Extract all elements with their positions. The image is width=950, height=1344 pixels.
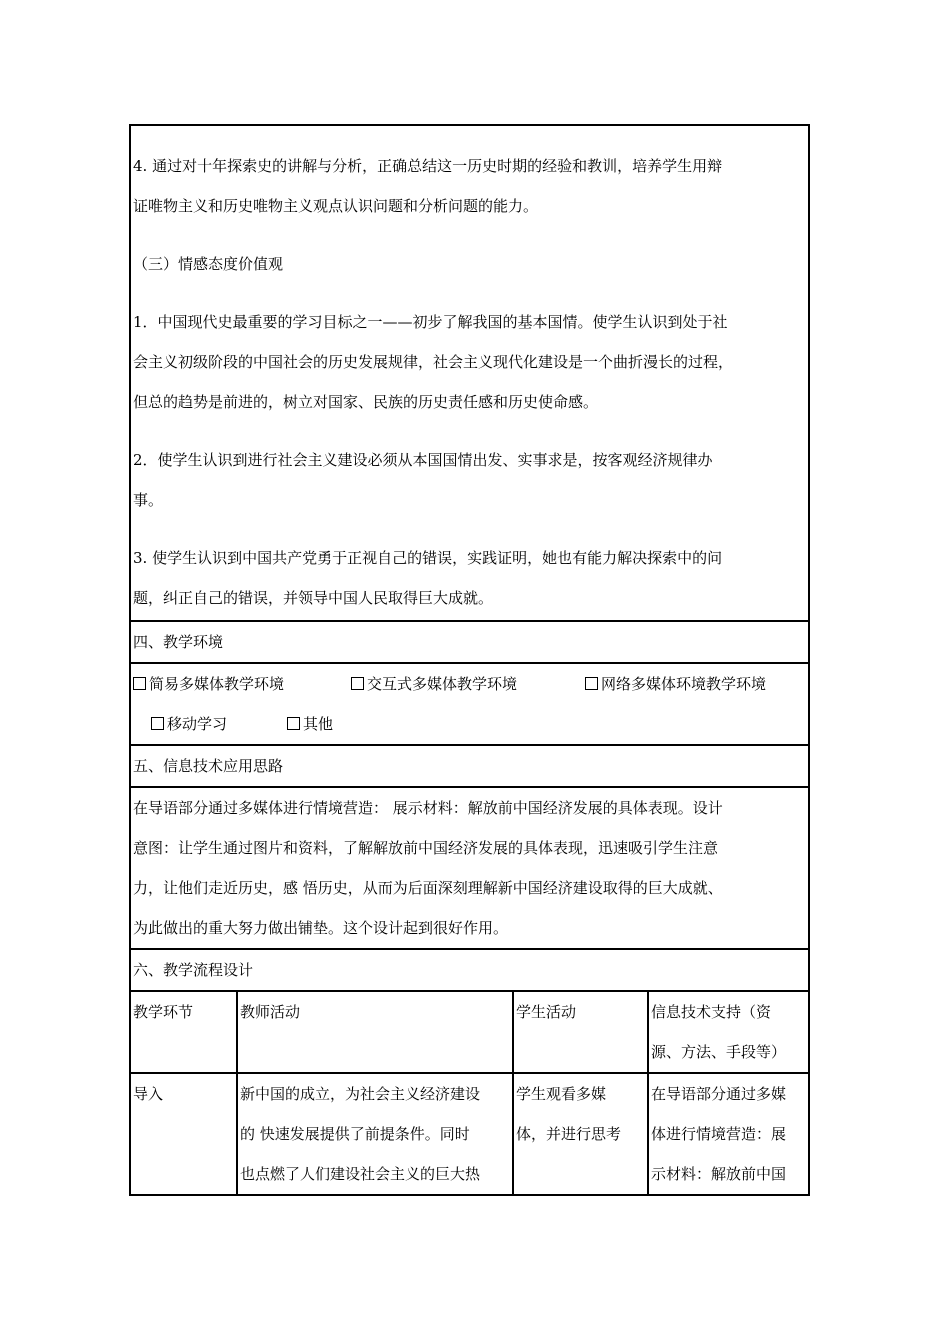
option-network-multimedia[interactable]: 网络多媒体环境教学环境: [585, 664, 766, 704]
checkbox-icon[interactable]: [151, 717, 164, 730]
teacher-line2: 的 快速发展提供了前提条件。同时: [240, 1125, 470, 1143]
flow-row-intro: [130, 1073, 809, 1195]
flow-title-row: [130, 949, 809, 991]
objectives-row: [130, 125, 809, 621]
tech-line3: 示材料：解放前中国: [651, 1165, 787, 1183]
header-student: 学生活动: [513, 991, 648, 1073]
tech-line1: 在导语部分通过多媒: [651, 1085, 787, 1103]
lesson-plan-table: [129, 124, 810, 1196]
item4-line2: 证唯物主义和历史唯物主义观点认识问题和分析问题的能力。: [133, 197, 539, 215]
environment-title-row: [130, 621, 809, 663]
item1-line2: 会主义初级阶段的中国社会的历史发展规律，社会主义现代化建设是一个曲折漫长的过程，: [133, 353, 734, 371]
header-tech-line1: 信息技术支持（资: [651, 1003, 772, 1021]
item2-line1: 2．使学生认识到进行社会主义建设必须从本国国情出发、实事求是，按客观经济规律办: [133, 451, 713, 469]
tech-approach-title-row: [130, 745, 809, 787]
tech-approach-body: [130, 787, 809, 949]
checkbox-icon[interactable]: [351, 677, 364, 690]
flow-header-row: [130, 991, 809, 1073]
teacher-line1: 新中国的成立，为社会主义经济建设: [240, 1085, 481, 1103]
environment-options-row: [130, 663, 809, 745]
item4-line1: 4. 通过对十年探索史的讲解与分析，正确总结这一历史时期的经验和教训，培养学生用辩: [133, 157, 723, 175]
row-teacher-activity: [237, 1073, 513, 1195]
tech-approach-line3: 力，让他们走近历史，感 悟历史，从而为后面深刻理解新中国经济建设取得的巨大成就、: [133, 879, 723, 897]
environment-title: 四、教学环境: [130, 621, 809, 663]
header-tech: [648, 991, 809, 1073]
tech-approach-line1: 在导语部分通过多媒体进行情境营造： 展示材料：解放前中国经济发展的具体表现。设计: [133, 799, 723, 817]
option-simple-multimedia[interactable]: 简易多媒体教学环境: [133, 664, 351, 704]
header-stage: 教学环节: [130, 991, 237, 1073]
tech-approach-body-row: [130, 787, 809, 949]
row-tech-support: [648, 1073, 809, 1195]
tech-approach-line2: 意图：让学生通过图片和资料，了解解放前中国经济发展的具体表现，迅速吸引学生注意: [133, 839, 719, 857]
tech-line2: 体进行情境营造：展: [651, 1125, 787, 1143]
item1-line3: 但总的趋势是前进的，树立对国家、民族的历史责任感和历史使命感。: [133, 393, 599, 411]
option-interactive-multimedia[interactable]: 交互式多媒体教学环境: [351, 664, 585, 704]
row-student-activity: [513, 1073, 648, 1195]
header-tech-line2: 源、方法、手段等）: [651, 1043, 787, 1061]
item3-line1: 3. 使学生认识到中国共产党勇于正视自己的错误，实践证明，她也有能力解决探索中的问: [133, 549, 723, 567]
item3-line2: 题，纠正自己的错误，并领导中国人民取得巨大成就。: [133, 589, 494, 607]
row-stage: 导入: [130, 1073, 237, 1195]
checkbox-icon[interactable]: [287, 717, 300, 730]
objectives-cell: [130, 125, 809, 621]
item2-line2: 事。: [133, 491, 164, 509]
teacher-line3: 也点燃了人们建设社会主义的巨大热: [240, 1165, 481, 1183]
flow-title: 六、教学流程设计: [130, 949, 809, 991]
tech-approach-line4: 为此做出的重大努力做出铺垫。这个设计起到很好作用。: [133, 919, 509, 937]
document-page: [129, 124, 808, 1196]
tech-approach-title: 五、信息技术应用思路: [130, 745, 809, 787]
checkbox-icon[interactable]: [585, 677, 598, 690]
header-teacher: 教师活动: [237, 991, 513, 1073]
student-line1: 学生观看多媒: [516, 1085, 607, 1103]
environment-options: [130, 663, 809, 745]
option-mobile-learning[interactable]: 移动学习: [151, 704, 287, 744]
item1-line1: 1．中国现代史最重要的学习目标之一——初步了解我国的基本国情。使学生认识到处于社: [133, 313, 728, 331]
student-line2: 体，并进行思考: [516, 1125, 622, 1143]
attitude-subheading: （三）情感态度价值观: [133, 255, 284, 273]
checkbox-icon[interactable]: [133, 677, 146, 690]
option-other[interactable]: 其他: [287, 704, 333, 744]
